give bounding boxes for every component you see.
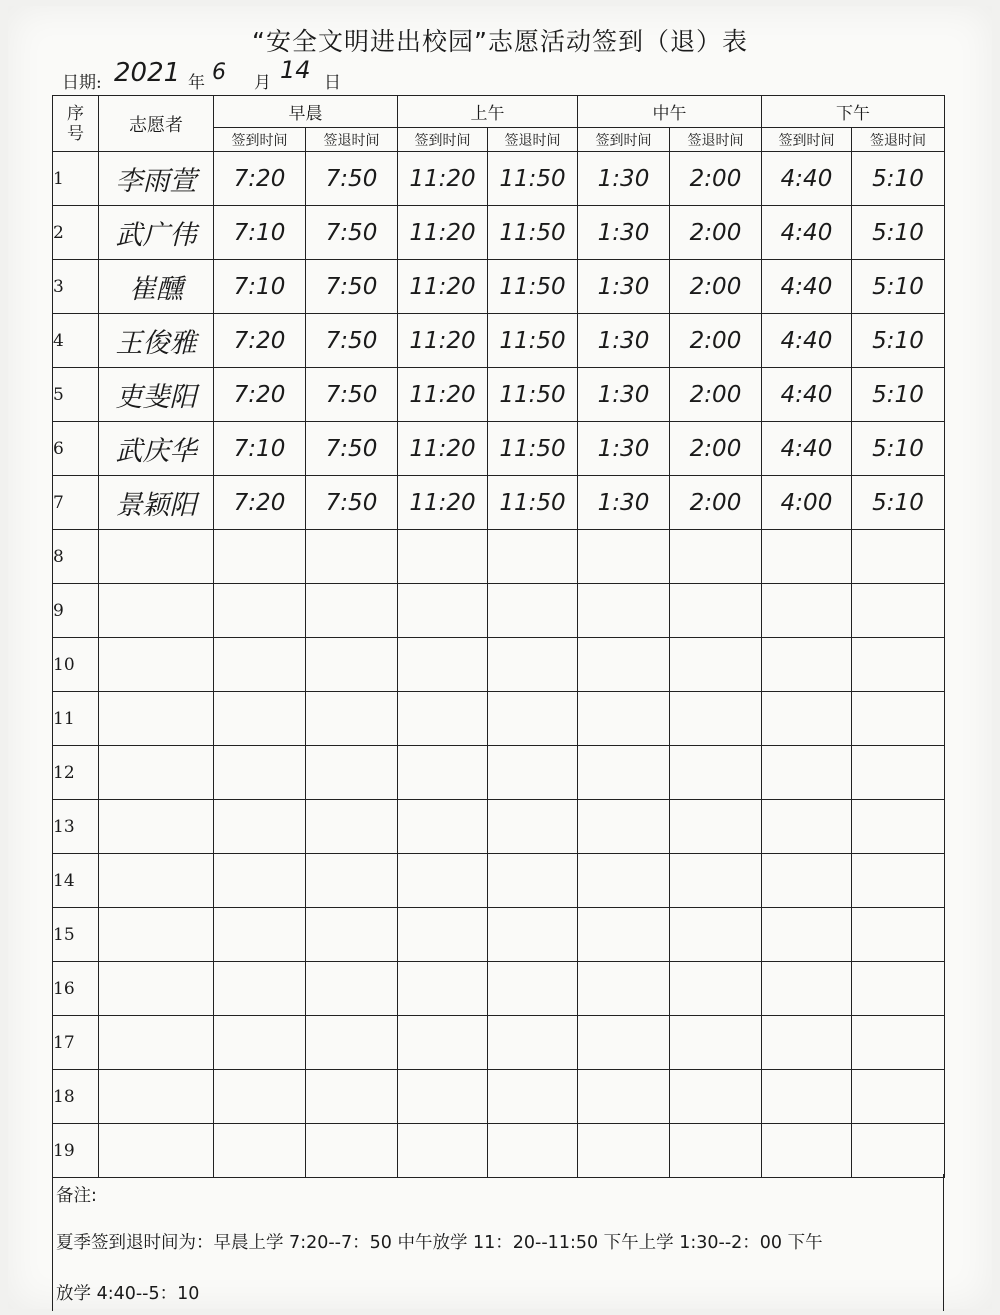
sign-out-header: 签退时间: [306, 128, 398, 152]
sign-in-header: 签到时间: [762, 128, 852, 152]
sign-out-time-cell: 7:50: [306, 368, 398, 422]
sign-in-time-cell: [762, 638, 852, 692]
sign-in-time-cell: 4:40: [762, 314, 852, 368]
table-row: [53, 368, 945, 422]
row-number: 3: [53, 260, 99, 314]
volunteer-name-cell: [99, 638, 214, 692]
date-label: 日期:: [62, 73, 102, 93]
sign-out-time-cell: [852, 908, 945, 962]
sign-in-time-cell: [762, 1016, 852, 1070]
table-row: [53, 206, 945, 260]
sign-in-time-cell: [214, 854, 306, 908]
table-row: [53, 800, 945, 854]
sign-out-time-cell: [670, 854, 762, 908]
sign-in-time-cell: 7:20: [214, 368, 306, 422]
sign-out-time-cell: [852, 638, 945, 692]
sign-out-time-cell: [488, 638, 578, 692]
sign-in-time-cell: [214, 584, 306, 638]
period-header-morning: 早晨: [214, 96, 398, 128]
sign-in-time-cell: [398, 1124, 488, 1178]
sign-out-time-cell: 5:10: [852, 476, 945, 530]
signin-table: [52, 95, 945, 1178]
volunteer-name-cell: [99, 692, 214, 746]
sign-out-time-cell: [670, 962, 762, 1016]
sign-in-time-cell: [578, 746, 670, 800]
sign-out-time-cell: 11:50: [488, 314, 578, 368]
row-number: 2: [53, 206, 99, 260]
sign-in-time-cell: 7:20: [214, 152, 306, 206]
sign-in-time-cell: [214, 800, 306, 854]
sign-out-time-cell: [852, 584, 945, 638]
sign-out-time-cell: [670, 530, 762, 584]
sign-in-time-cell: [214, 1070, 306, 1124]
table-row: [53, 638, 945, 692]
notes-section: [52, 1174, 944, 1311]
row-number: 7: [53, 476, 99, 530]
sign-out-time-cell: 11:50: [488, 260, 578, 314]
table-row: [53, 746, 945, 800]
sign-out-time-cell: [670, 908, 762, 962]
seq-header-line2: 号: [67, 123, 84, 144]
sign-out-time-cell: 5:10: [852, 368, 945, 422]
table-row: [53, 692, 945, 746]
volunteer-name-cell: [99, 908, 214, 962]
sign-in-header: 签到时间: [398, 128, 488, 152]
notes-line-1: 夏季签到退时间为：早晨上学 7:20--7：50 中午放学 11：20--11:50 下午上学 1:30--2：00 下午: [56, 1233, 823, 1253]
table-row: [53, 1016, 945, 1070]
sign-in-time-cell: [214, 692, 306, 746]
volunteer-name-cell: [99, 1016, 214, 1070]
period-header-forenoon: 上午: [398, 96, 578, 128]
sign-in-time-cell: 11:20: [398, 368, 488, 422]
sign-out-time-cell: [670, 584, 762, 638]
volunteer-name-cell: [99, 1070, 214, 1124]
table-row: [53, 314, 945, 368]
sign-in-time-cell: 4:40: [762, 260, 852, 314]
sign-out-time-cell: [306, 800, 398, 854]
table-row: [53, 584, 945, 638]
sign-out-time-cell: [306, 1016, 398, 1070]
sign-in-time-cell: 1:30: [578, 368, 670, 422]
volunteer-name-cell: [99, 746, 214, 800]
row-number: 12: [53, 746, 99, 800]
sign-out-time-cell: [852, 800, 945, 854]
sign-out-time-cell: [670, 692, 762, 746]
date-day-value: 14: [280, 56, 311, 84]
sign-out-time-cell: [488, 908, 578, 962]
row-number: 17: [53, 1016, 99, 1070]
sign-out-time-cell: 11:50: [488, 152, 578, 206]
sign-in-header: 签到时间: [214, 128, 306, 152]
sign-out-time-cell: [306, 962, 398, 1016]
date-year-value: 2021: [114, 58, 181, 88]
sign-out-header: 签退时间: [670, 128, 762, 152]
sign-in-time-cell: [214, 962, 306, 1016]
sign-in-time-cell: [762, 962, 852, 1016]
sign-out-time-cell: [306, 692, 398, 746]
volunteer-name-cell: [99, 530, 214, 584]
sign-in-time-cell: 4:40: [762, 422, 852, 476]
volunteer-name-cell: [99, 962, 214, 1016]
row-number: 13: [53, 800, 99, 854]
volunteer-name-cell: [99, 854, 214, 908]
sign-in-time-cell: 1:30: [578, 206, 670, 260]
sign-out-time-cell: 11:50: [488, 206, 578, 260]
sign-in-time-cell: [578, 692, 670, 746]
table-row: [53, 152, 945, 206]
table-row: [53, 908, 945, 962]
sign-out-time-cell: 2:00: [670, 152, 762, 206]
sign-out-time-cell: 7:50: [306, 260, 398, 314]
row-number: 5: [53, 368, 99, 422]
sign-out-time-cell: 2:00: [670, 368, 762, 422]
sign-out-header: 签退时间: [852, 128, 945, 152]
sign-in-time-cell: [762, 692, 852, 746]
volunteer-header: 志愿者: [99, 96, 214, 152]
sign-out-time-cell: [852, 962, 945, 1016]
sign-in-time-cell: [398, 530, 488, 584]
sign-in-time-cell: 7:10: [214, 260, 306, 314]
row-number: 19: [53, 1124, 99, 1178]
sign-out-time-cell: 5:10: [852, 206, 945, 260]
sign-out-time-cell: [488, 1016, 578, 1070]
sign-out-time-cell: 5:10: [852, 422, 945, 476]
sign-out-time-cell: 7:50: [306, 314, 398, 368]
sign-in-time-cell: [578, 1070, 670, 1124]
sign-out-time-cell: 11:50: [488, 368, 578, 422]
sign-out-time-cell: [670, 638, 762, 692]
sign-in-time-cell: [214, 638, 306, 692]
volunteer-name-cell: 武广伟: [99, 206, 214, 260]
sign-in-time-cell: [578, 584, 670, 638]
sign-in-time-cell: 11:20: [398, 152, 488, 206]
sign-out-time-cell: [852, 1124, 945, 1178]
sign-out-time-cell: [488, 854, 578, 908]
table-row: [53, 260, 945, 314]
seq-header: [53, 96, 99, 152]
date-year-label: 年: [188, 73, 205, 93]
notes-line-2: 放学 4:40--5：10: [56, 1284, 200, 1304]
sign-out-time-cell: [488, 800, 578, 854]
sign-in-time-cell: [398, 854, 488, 908]
sign-out-time-cell: [488, 1124, 578, 1178]
sign-out-time-cell: [488, 530, 578, 584]
sign-out-time-cell: [852, 1070, 945, 1124]
sign-in-time-cell: 1:30: [578, 152, 670, 206]
sign-out-time-cell: [306, 908, 398, 962]
sign-out-time-cell: 11:50: [488, 422, 578, 476]
table-row: [53, 422, 945, 476]
sign-in-time-cell: 1:30: [578, 422, 670, 476]
sign-out-time-cell: [488, 1070, 578, 1124]
sign-out-time-cell: [306, 530, 398, 584]
row-number: 10: [53, 638, 99, 692]
sign-in-time-cell: [578, 1124, 670, 1178]
row-number: 1: [53, 152, 99, 206]
sign-in-time-cell: [398, 908, 488, 962]
sign-in-time-cell: [762, 854, 852, 908]
sign-out-time-cell: [670, 1016, 762, 1070]
sign-out-time-cell: [852, 746, 945, 800]
volunteer-name-cell: [99, 584, 214, 638]
table-row: [53, 1070, 945, 1124]
row-number: 11: [53, 692, 99, 746]
sign-out-time-cell: [488, 746, 578, 800]
sign-out-time-cell: [488, 692, 578, 746]
sign-out-time-cell: [852, 1016, 945, 1070]
sign-in-time-cell: [578, 854, 670, 908]
row-number: 16: [53, 962, 99, 1016]
sign-out-time-cell: [670, 746, 762, 800]
sign-out-time-cell: [852, 530, 945, 584]
sign-out-time-cell: 2:00: [670, 260, 762, 314]
sign-in-time-cell: [214, 530, 306, 584]
volunteer-name-cell: 景颖阳: [99, 476, 214, 530]
sign-out-time-cell: [488, 962, 578, 1016]
sheet-title: “安全文明进出校园”志愿活动签到（退）表: [252, 27, 748, 56]
sign-in-time-cell: [762, 1070, 852, 1124]
sign-in-time-cell: [578, 908, 670, 962]
sign-out-time-cell: 7:50: [306, 152, 398, 206]
table-row: [53, 476, 945, 530]
date-month-label: 月: [254, 73, 271, 93]
notes-label: 备注:: [56, 1186, 97, 1206]
sign-in-time-cell: 4:00: [762, 476, 852, 530]
sign-out-time-cell: 2:00: [670, 314, 762, 368]
sign-out-time-cell: [306, 1124, 398, 1178]
seq-header-line1: 序: [67, 103, 84, 124]
period-header-noon: 中午: [578, 96, 762, 128]
row-number: 8: [53, 530, 99, 584]
sign-in-time-cell: 1:30: [578, 476, 670, 530]
sign-out-time-cell: [306, 854, 398, 908]
sign-in-time-cell: [762, 1124, 852, 1178]
sign-out-time-cell: 7:50: [306, 476, 398, 530]
sign-in-time-cell: 4:40: [762, 206, 852, 260]
date-month-value: 6: [212, 60, 226, 85]
sign-in-time-cell: [398, 692, 488, 746]
sign-in-time-cell: 4:40: [762, 368, 852, 422]
volunteer-name-cell: 王俊雅: [99, 314, 214, 368]
sign-out-header: 签退时间: [488, 128, 578, 152]
sign-out-time-cell: 2:00: [670, 206, 762, 260]
volunteer-name-cell: 崔醺: [99, 260, 214, 314]
table-row: [53, 530, 945, 584]
sign-in-time-cell: [214, 908, 306, 962]
sign-in-time-cell: [214, 1124, 306, 1178]
row-number: 18: [53, 1070, 99, 1124]
sign-in-time-cell: [214, 1016, 306, 1070]
sign-out-time-cell: 2:00: [670, 422, 762, 476]
date-day-label: 日: [324, 73, 341, 93]
sign-in-time-cell: 7:10: [214, 206, 306, 260]
table-row: [53, 962, 945, 1016]
sign-in-time-cell: 4:40: [762, 152, 852, 206]
volunteer-name-cell: [99, 1124, 214, 1178]
sign-in-time-cell: [214, 746, 306, 800]
sign-in-time-cell: 7:20: [214, 476, 306, 530]
volunteer-name-cell: 李雨萱: [99, 152, 214, 206]
sign-out-time-cell: 11:50: [488, 476, 578, 530]
row-number: 15: [53, 908, 99, 962]
sign-in-time-cell: [398, 1070, 488, 1124]
volunteer-name-cell: 武庆华: [99, 422, 214, 476]
sign-in-time-cell: 11:20: [398, 260, 488, 314]
row-number: 6: [53, 422, 99, 476]
sign-in-time-cell: 11:20: [398, 314, 488, 368]
sign-in-time-cell: [398, 584, 488, 638]
sign-in-time-cell: [578, 962, 670, 1016]
sign-out-time-cell: [488, 584, 578, 638]
sign-out-time-cell: [670, 800, 762, 854]
sign-in-time-cell: 1:30: [578, 260, 670, 314]
sign-in-time-cell: 1:30: [578, 314, 670, 368]
period-header-afternoon: 下午: [762, 96, 945, 128]
sign-in-time-cell: [578, 530, 670, 584]
table-row: [53, 854, 945, 908]
table-body: [53, 152, 945, 1178]
sign-in-time-cell: 11:20: [398, 476, 488, 530]
volunteer-name-cell: 吏斐阳: [99, 368, 214, 422]
row-number: 9: [53, 584, 99, 638]
sign-in-time-cell: 11:20: [398, 206, 488, 260]
row-number: 4: [53, 314, 99, 368]
sign-out-time-cell: 2:00: [670, 476, 762, 530]
sign-in-header: 签到时间: [578, 128, 670, 152]
sign-out-time-cell: [306, 1070, 398, 1124]
sign-in-time-cell: [398, 962, 488, 1016]
sign-out-time-cell: [852, 854, 945, 908]
date-row: [62, 58, 462, 92]
sign-out-time-cell: [306, 746, 398, 800]
sign-in-time-cell: [398, 746, 488, 800]
sign-out-time-cell: [306, 638, 398, 692]
sign-in-time-cell: [762, 908, 852, 962]
sign-out-time-cell: 7:50: [306, 206, 398, 260]
sign-in-time-cell: [398, 800, 488, 854]
row-number: 14: [53, 854, 99, 908]
volunteer-name-cell: [99, 800, 214, 854]
sign-out-time-cell: 5:10: [852, 152, 945, 206]
sign-in-time-cell: [762, 746, 852, 800]
sign-in-time-cell: 7:10: [214, 422, 306, 476]
sign-in-time-cell: [762, 530, 852, 584]
sign-out-time-cell: 7:50: [306, 422, 398, 476]
sign-in-time-cell: [578, 1016, 670, 1070]
sign-in-time-cell: [398, 1016, 488, 1070]
sign-in-time-cell: 7:20: [214, 314, 306, 368]
table-row: [53, 1124, 945, 1178]
sign-in-time-cell: 11:20: [398, 422, 488, 476]
sign-in-time-cell: [762, 800, 852, 854]
sign-out-time-cell: [670, 1124, 762, 1178]
sign-out-time-cell: 5:10: [852, 260, 945, 314]
sign-in-time-cell: [398, 638, 488, 692]
sign-out-time-cell: [670, 1070, 762, 1124]
sign-out-time-cell: 5:10: [852, 314, 945, 368]
sign-in-time-cell: [578, 800, 670, 854]
sign-out-time-cell: [852, 692, 945, 746]
sign-out-time-cell: [306, 584, 398, 638]
sign-in-time-cell: [578, 638, 670, 692]
sign-in-time-cell: [762, 584, 852, 638]
